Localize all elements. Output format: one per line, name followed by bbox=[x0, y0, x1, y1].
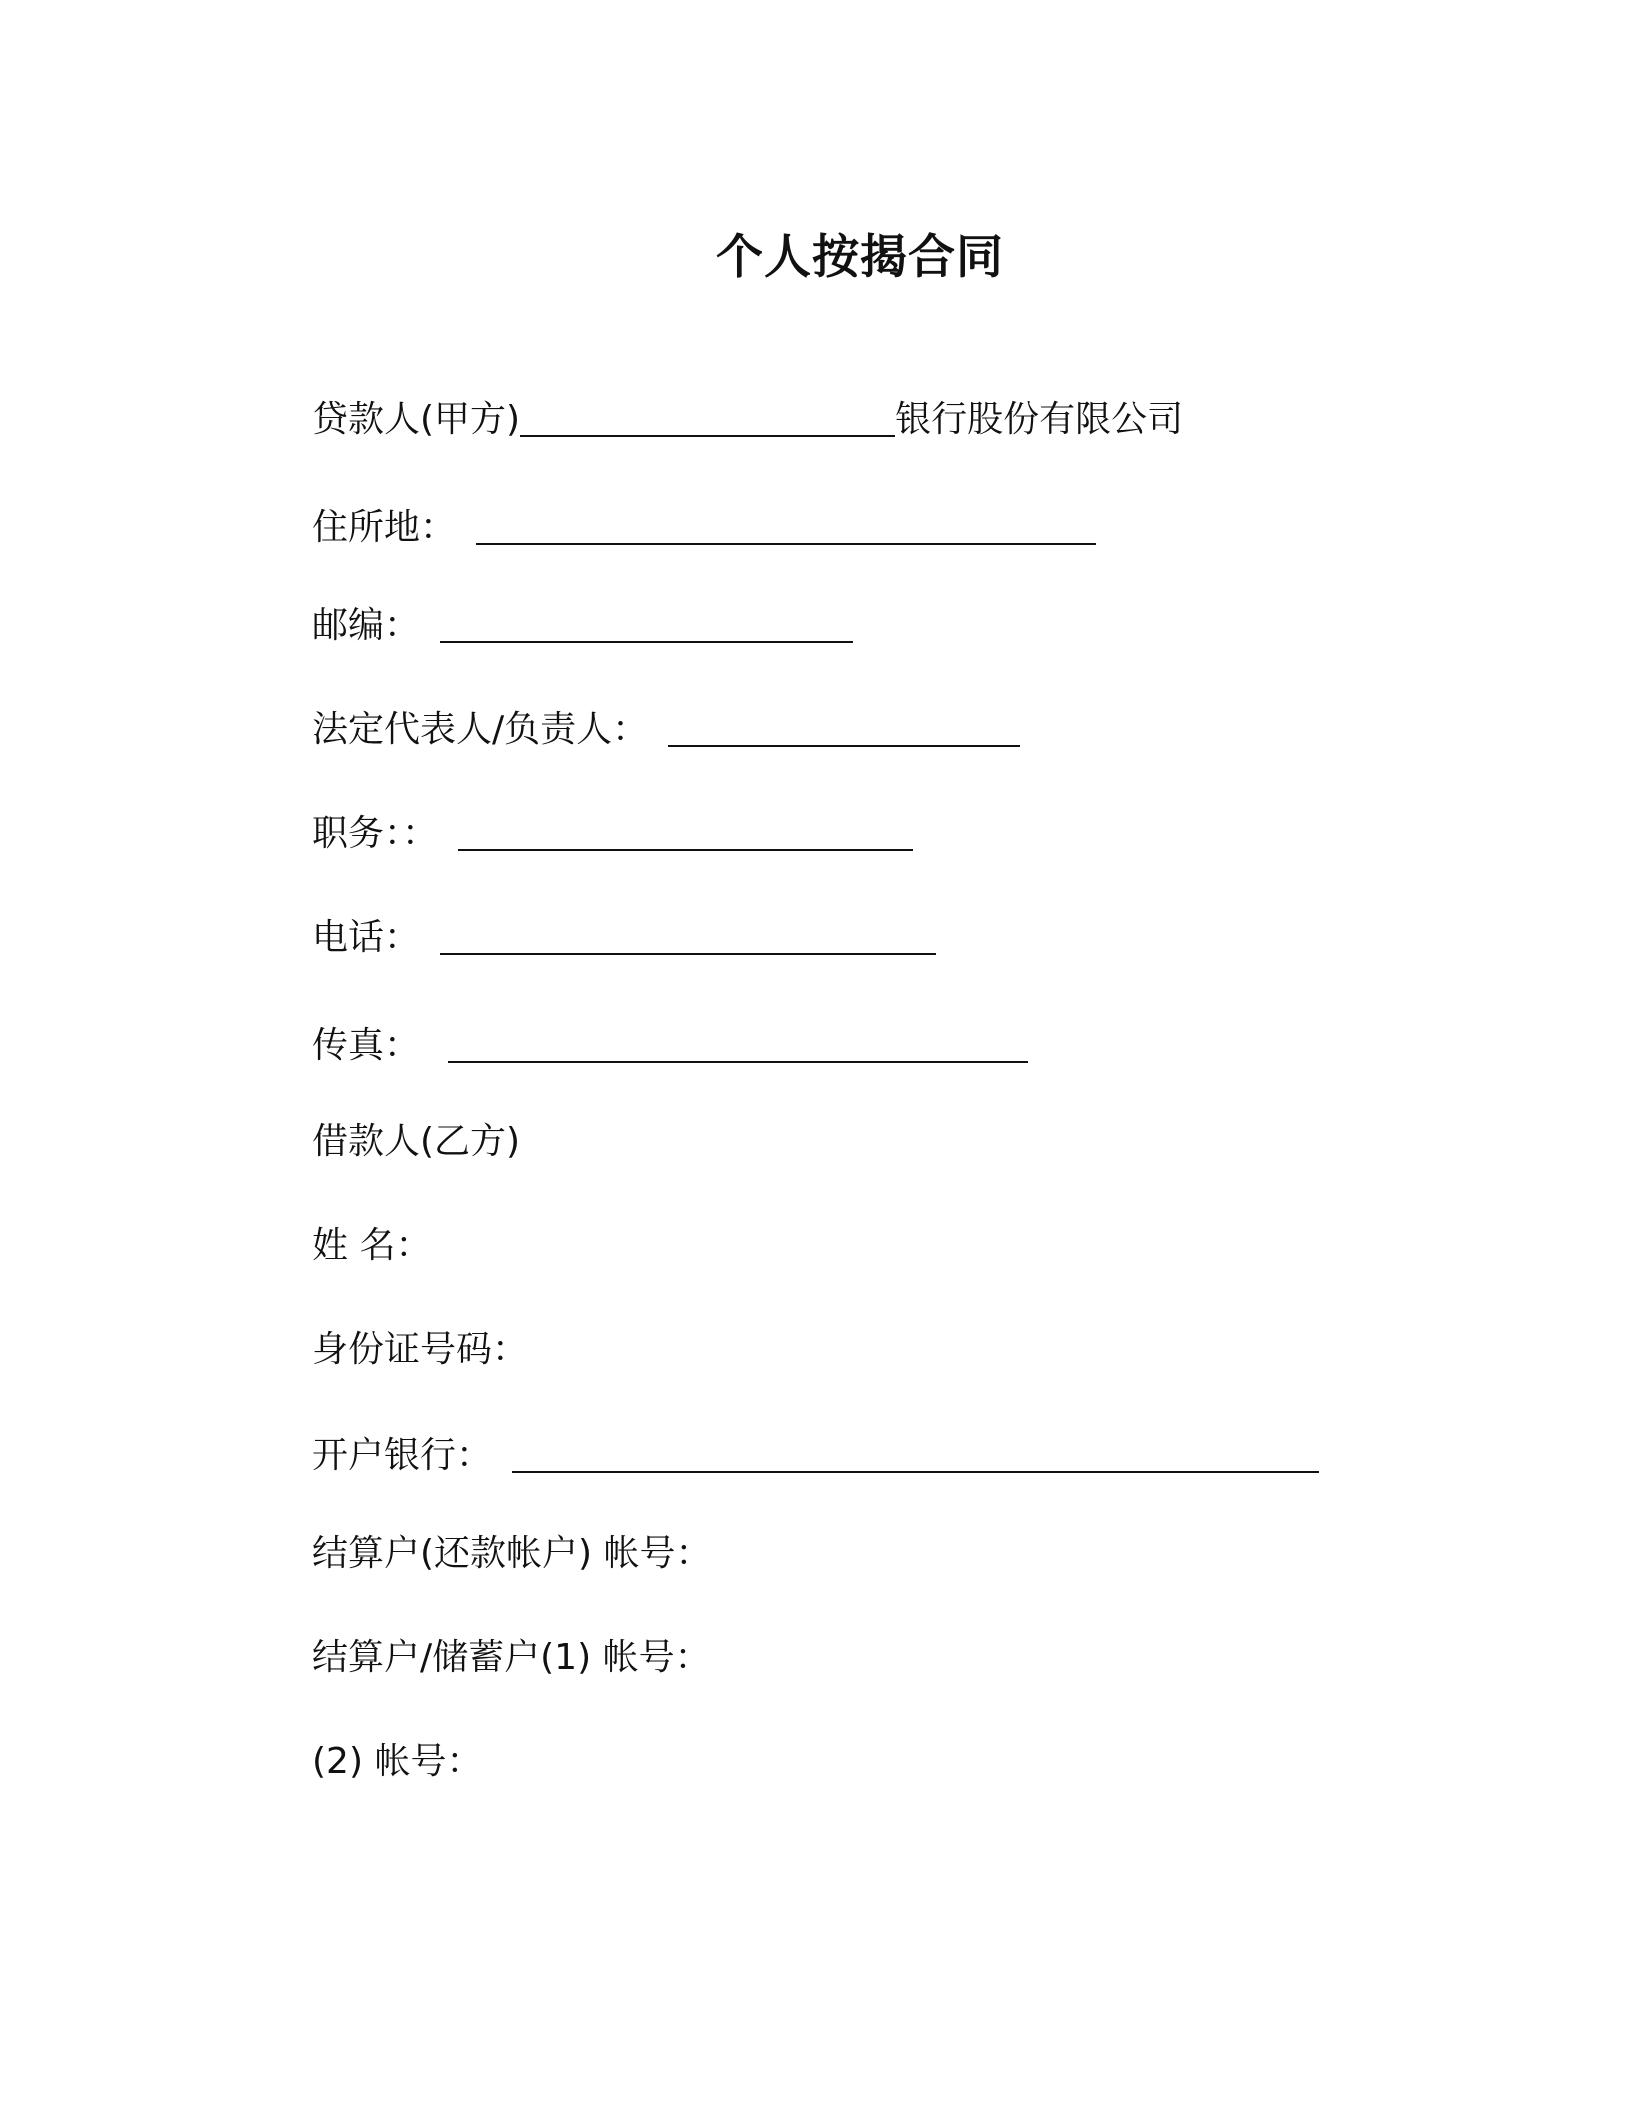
savings-account-2-label: (2) 帐号： bbox=[312, 1741, 483, 1782]
postcode-label: 邮编： bbox=[312, 605, 421, 646]
phone-blank[interactable] bbox=[440, 921, 936, 955]
legal-rep-blank[interactable] bbox=[668, 713, 1020, 747]
position-label: 职务：： bbox=[312, 813, 439, 854]
position-line bbox=[312, 810, 913, 858]
postcode-blank[interactable] bbox=[440, 609, 853, 643]
fax-label: 传真： bbox=[312, 1025, 421, 1066]
borrower-line bbox=[312, 1118, 520, 1166]
fax-line bbox=[312, 1022, 1028, 1070]
id-line bbox=[312, 1326, 528, 1374]
legal-rep-label: 法定代表人/负责人： bbox=[312, 709, 649, 750]
position-blank[interactable] bbox=[458, 817, 913, 851]
lender-label: 贷款人(甲方) bbox=[312, 399, 521, 440]
postcode-line bbox=[312, 602, 853, 650]
legal-rep-line bbox=[312, 706, 1020, 754]
lender-bank-blank[interactable] bbox=[520, 403, 895, 437]
address-blank[interactable] bbox=[476, 511, 1096, 545]
bank-line bbox=[312, 1432, 1319, 1480]
address-line bbox=[312, 504, 1096, 552]
bank-label: 开户银行： bbox=[312, 1435, 493, 1476]
lender-line bbox=[312, 396, 1183, 444]
settlement-account-label: 结算户(还款帐户) 帐号： bbox=[312, 1533, 712, 1574]
document-title: 个人按揭合同 bbox=[716, 230, 1004, 285]
phone-line bbox=[312, 914, 936, 962]
fax-blank[interactable] bbox=[448, 1029, 1028, 1063]
savings-account-1-line bbox=[312, 1634, 711, 1682]
settlement-account-line bbox=[312, 1530, 712, 1578]
name-label: 姓 名： bbox=[312, 1225, 432, 1266]
savings-account-1-label: 结算户/储蓄户(1) 帐号： bbox=[312, 1637, 711, 1678]
phone-label: 电话： bbox=[312, 917, 421, 958]
savings-account-2-line bbox=[312, 1738, 482, 1786]
borrower-label: 借款人(乙方) bbox=[312, 1121, 521, 1162]
name-line bbox=[312, 1222, 431, 1270]
bank-blank[interactable] bbox=[512, 1439, 1319, 1473]
id-label: 身份证号码： bbox=[312, 1329, 529, 1370]
address-label: 住所地： bbox=[312, 507, 457, 548]
lender-suffix: 银行股份有限公司 bbox=[895, 399, 1184, 440]
